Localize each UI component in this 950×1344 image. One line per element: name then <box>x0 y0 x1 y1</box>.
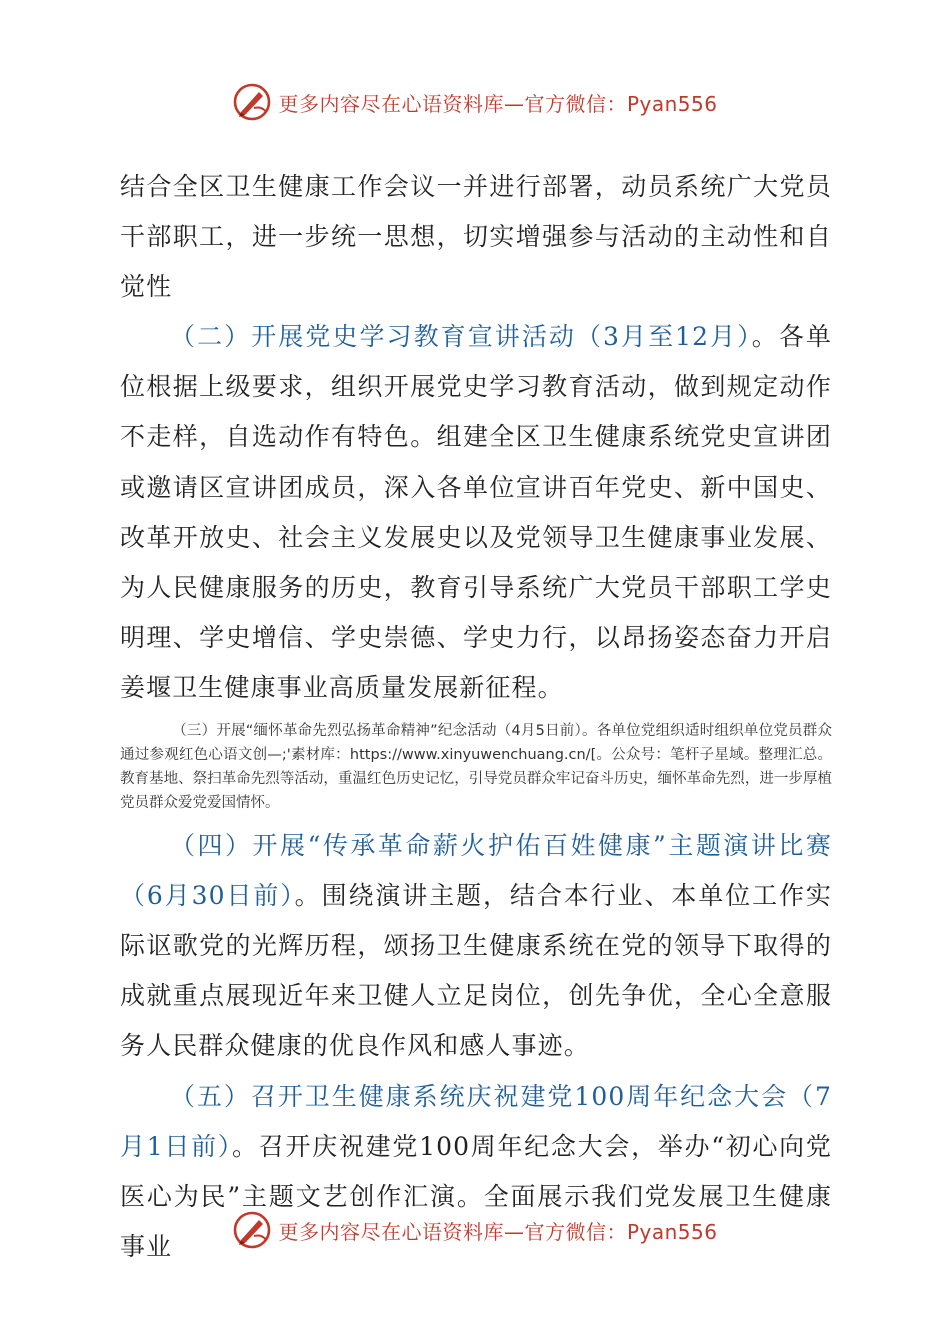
footer-banner-text: 更多内容尽在心语资料库—官方微信：Pyan556 <box>278 1219 718 1244</box>
header-banner <box>0 80 950 124</box>
section-4-text: 。围绕演讲主题，结合本行业、本单位工作实际讴歌党的光辉历程，颂扬卫生健康系统在党的领导下取得的成就重点展现近年来卫健人立足岗位，创先争优，全心全意服务人民群众健康的优良作风和感人事迹。 <box>120 881 832 1061</box>
section-4-heading: （四）开展“传承革命薪火护佑百姓健康”主题演讲比赛（6月30日前） <box>120 831 832 911</box>
section-5-text: 。召开庆祝建党100周年纪念大会，举办“初心向党医心为民”主题文艺创作汇演。全面展示我们党发展卫生健康事业 <box>120 1131 833 1261</box>
section-2-heading: （二）开展党史学习教育宣讲活动（3月至12月） <box>170 322 752 352</box>
section-2-text: 。各单位根据上级要求，组织开展党史学习教育活动，做到规定动作不走样，自选动作有特色。组建全区卫生健康系统党史宣讲团或邀请区宣讲团成员，深入各单位宣讲百年党史、新中国史、改革开放史、社会主义发展史以及党领导卫生健康事业发展、为人民健康服务的历史，教育引导系统广大党员干部职工学史明理、学史增信、学史崇德、学史力行，以昂扬姿态奋力开启姜堰卫生健康事业高质量发展新征程。 <box>120 322 832 702</box>
pen-logo-icon <box>232 1210 272 1250</box>
paragraph-1: 结合全区卫生健康工作会议一并进行部署，动员系统广大党员干部职工，进一步统一思想，切实增强参与活动的主动性和自觉性 <box>120 172 832 302</box>
header-banner-text: 更多内容尽在心语资料库—官方微信：Pyan556 <box>278 91 718 116</box>
document-body <box>120 162 832 1272</box>
footer-banner <box>0 1208 950 1252</box>
section-3: （三）开展“缅怀革命先烈弘扬革命精神”纪念活动（4月5日前）。各单位党组织适时组织单位党员群众通过参观红色心语文创—;'素材库：https://www.xinyuwenchuang.cn/[。公众号：笔杆子星域。整理汇总。教育基地、祭扫革命先烈等活动，重温红色历史记忆，引导党员群众牢记奋斗历史，缅怀革命先烈，进一步厚植党员群众爱党爱国情怀。 <box>120 723 832 812</box>
section-4 <box>120 821 832 1071</box>
section-2 <box>120 312 832 713</box>
pen-logo-icon <box>232 82 272 122</box>
section-5-heading: （五）召开卫生健康系统庆祝建党100周年纪念大会（7月1日前） <box>120 1081 832 1161</box>
